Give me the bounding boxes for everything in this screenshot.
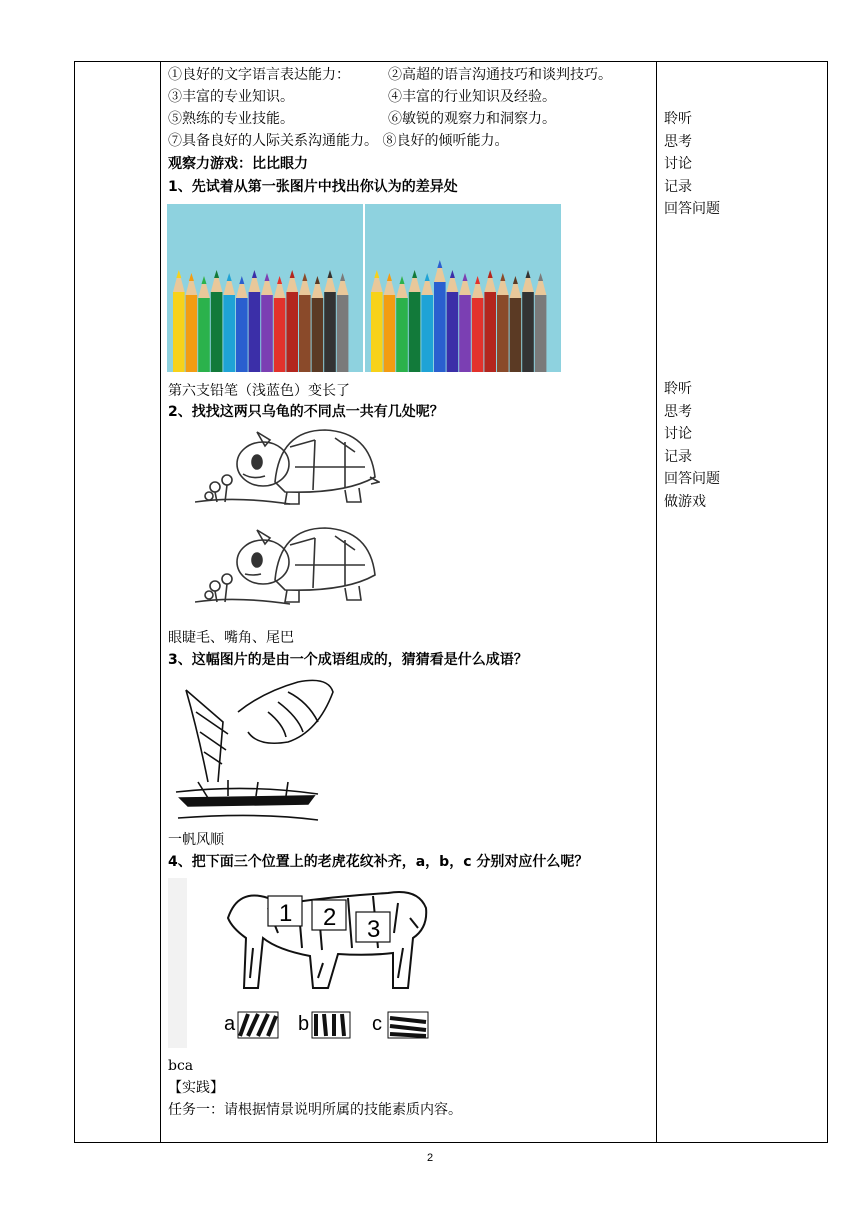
pencil-body [421, 295, 433, 372]
pencil-body [384, 295, 396, 372]
pencil-body [261, 295, 273, 372]
pencil-body [371, 292, 383, 372]
pencil-body [535, 295, 547, 372]
skill-4: ④丰富的行业知识及经验。 [388, 89, 556, 105]
question-4: 4、把下面三个位置上的老虎花纹补齐，a，b，c 分别对应什么呢？ [168, 854, 589, 870]
tiger-image-margin [168, 878, 187, 1048]
practice-heading: 【实践】 [168, 1080, 224, 1096]
pencil-body [472, 298, 484, 372]
pencil-body [337, 295, 349, 372]
pencil-body [447, 292, 459, 372]
column-divider-left [160, 62, 161, 1142]
option-c-label: c [372, 1013, 382, 1035]
activity-item: 聆听 [664, 111, 692, 127]
pencil-body [286, 292, 298, 372]
pencils-image-original [167, 204, 363, 372]
tiger-image [218, 878, 432, 1046]
pencil-body [236, 298, 248, 372]
skill-6: ⑥敏锐的观察力和洞察力。 [388, 111, 556, 127]
question-1: 1、先试着从第一张图片中找出你认为的差异处 [168, 179, 458, 195]
pencil-body [510, 298, 522, 372]
answer-1: 第六支铅笔（浅蓝色）变长了 [168, 383, 350, 399]
pencil-body [497, 295, 509, 372]
answer-3: 一帆风顺 [168, 832, 224, 848]
pencil-body [274, 298, 286, 372]
skill-2: ②高超的语言沟通技巧和谈判技巧。 [388, 67, 612, 83]
tiger-slot-3: 3 [367, 916, 381, 943]
activity-item: 回答问题 [664, 201, 720, 218]
activity-item: 做游戏 [664, 494, 706, 510]
turtle-image-top [195, 422, 380, 512]
pencil-body [396, 298, 408, 372]
question-3: 3、这幅图片的是由一个成语组成的，猜猜看是什么成语？ [168, 652, 528, 668]
page-number: 2 [426, 1152, 434, 1164]
pencil-body [299, 295, 311, 372]
answer-2: 眼睫毛、嘴角、尾巴 [168, 630, 294, 646]
activity-item: 记录 [664, 448, 692, 465]
activity-item: 聆听 [664, 381, 692, 397]
pencils-image-modified [365, 204, 561, 372]
skill-5: ⑤熟练的专业技能。 [168, 111, 294, 127]
pencil-body [324, 292, 336, 372]
pencil-body [223, 295, 235, 372]
pencil-body [409, 292, 421, 372]
activity-item: 思考 [664, 403, 692, 420]
answer-4: bca [168, 1058, 194, 1074]
pencil-body [312, 298, 324, 372]
skill-1: ①良好的文字语言表达能力： [168, 67, 350, 83]
activity-item: 讨论 [664, 156, 692, 173]
pencil-body [186, 295, 198, 372]
activity-item: 思考 [664, 133, 692, 150]
pencil-body [484, 292, 496, 372]
tiger-slot-2: 2 [323, 904, 337, 931]
skill-3: ③丰富的专业知识。 [168, 89, 294, 105]
option-a-label: a [224, 1013, 236, 1035]
tiger-slot-1: 1 [279, 900, 293, 927]
sailboat-idiom-image [168, 672, 350, 828]
option-b-label: b [298, 1013, 310, 1035]
pencil-body [198, 298, 210, 372]
activity-item: 讨论 [664, 426, 692, 443]
task-one: 任务一：请根据情景说明所属的技能素质内容。 [168, 1102, 462, 1118]
pencil-body [249, 292, 261, 372]
game-title: 观察力游戏：比比眼力 [168, 156, 308, 172]
column-divider-right [656, 62, 657, 1142]
pencil-body [211, 292, 223, 372]
pencil-body [434, 282, 446, 372]
pencil-body [522, 292, 534, 372]
pencil-body [173, 292, 185, 372]
activity-item: 记录 [664, 178, 692, 195]
question-2: 2、找找这两只乌龟的不同点一共有几处呢？ [168, 404, 444, 420]
activity-item: 回答问题 [664, 471, 720, 488]
turtle-image-bottom [195, 520, 380, 612]
skill-7-8: ⑦具备良好的人际关系沟通能力。 ⑧良好的倾听能力。 [168, 133, 509, 149]
pencil-body [459, 295, 471, 372]
